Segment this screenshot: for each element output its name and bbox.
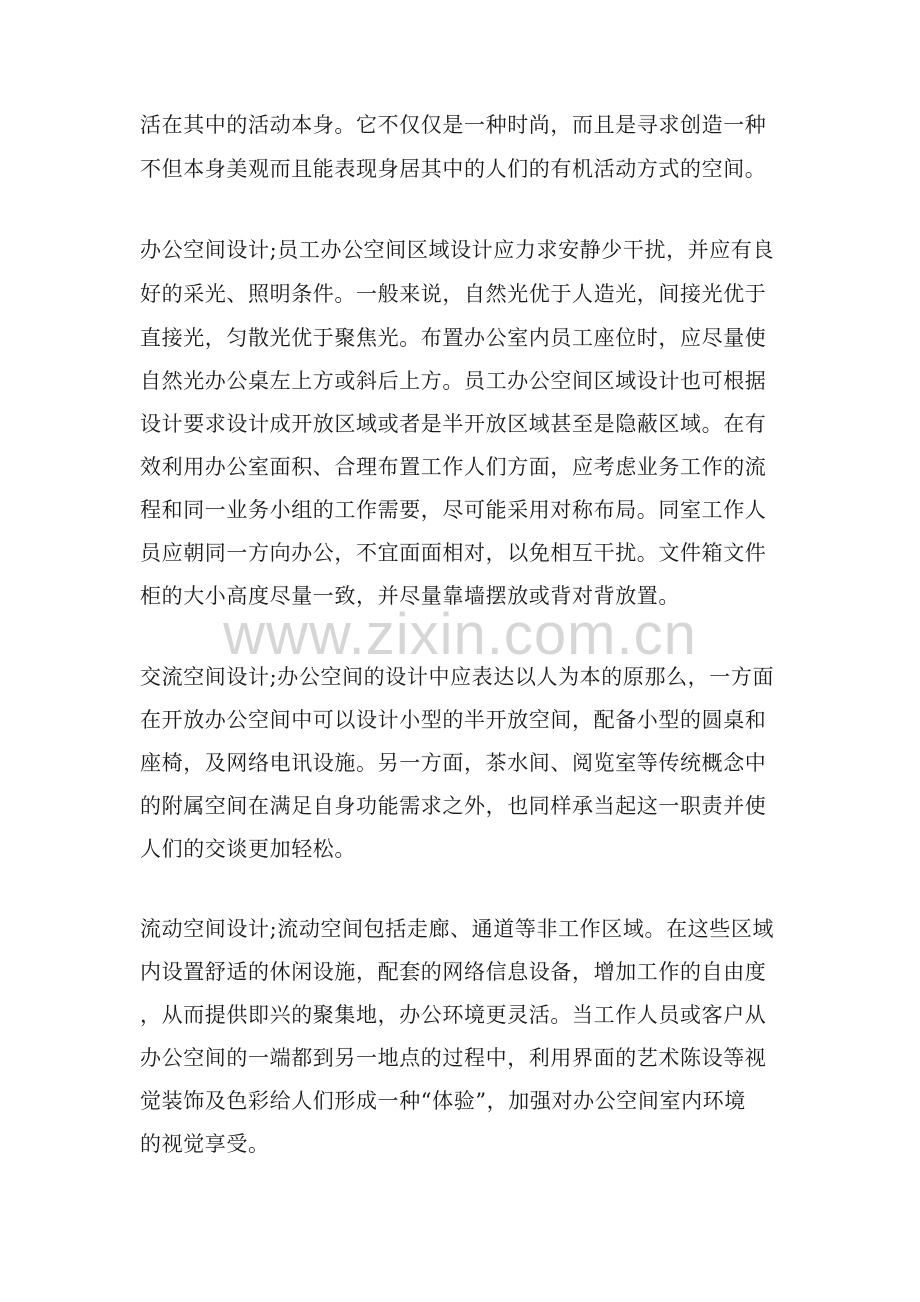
text-line: 程和同一业务小组的工作需要，尽可能采用对称布局。同室工作人 [140,498,767,522]
text-line: 办公空间设计;员工办公空间区域设计应力求安静少干扰，并应有良 [140,238,775,262]
text-line: 内设置舒适的休闲设施，配套的网络信息设备，增加工作的自由度 [140,960,767,984]
text-line: 好的采光、照明条件。一般来说，自然光优于人造光，间接光优于 [140,282,767,306]
text-line: 员应朝同一方向办公，不宜面面相对，以免相互干扰。文件箱文件 [140,541,767,565]
watermark: www.zixin.com.cn [223,602,697,667]
text-line: 不但本身美观而且能表现身居其中的人们的有机活动方式的空间。 [140,157,767,181]
text-line: 座椅，及网络电讯设施。另一方面，茶水间、阅览室等传统概念中 [140,751,767,775]
text-line: ，从而提供即兴的聚集地，办公环境更灵活。当工作人员或客户从 [140,1003,767,1027]
text-line: 柜的大小高度尽量一致，并尽量靠墙摆放或背对背放置。 [140,584,680,608]
text-line: 觉装饰及色彩给人们形成一种“体验”，加强对办公空间室内环境 [140,1089,746,1113]
text-line: 自然光办公桌左上方或斜后上方。员工办公空间区域设计也可根据 [140,369,767,393]
text-line: 设计要求设计成开放区域或者是半开放区域甚至是隐蔽区域。在有 [140,412,767,436]
text-line: 的附属空间在满足自身功能需求之外，也同样承当起这一职责并使 [140,794,767,818]
text-line: 的视觉享受。 [140,1132,270,1156]
text-line: 流动空间设计;流动空间包括走廊、通道等非工作区域。在这些区域 [140,917,775,941]
text-line: 在开放办公空间中可以设计小型的半开放空间，配备小型的圆桌和 [140,708,767,732]
text-line: 效利用办公室面积、合理布置工作人们方面，应考虑业务工作的流 [140,455,767,479]
text-line: 直接光，匀散光优于聚焦光。布置办公室内员工座位时，应尽量使 [140,326,767,350]
text-line: 交流空间设计;办公空间的设计中应表达以人为本的原那么，一方面 [140,665,775,689]
text-line: 人们的交谈更加轻松。 [140,837,356,861]
text-line: 活在其中的活动本身。它不仅仅是一种时尚，而且是寻求创造一种 [140,113,767,137]
text-line: 办公空间的一端都到另一地点的过程中，利用界面的艺术陈设等视 [140,1046,767,1070]
